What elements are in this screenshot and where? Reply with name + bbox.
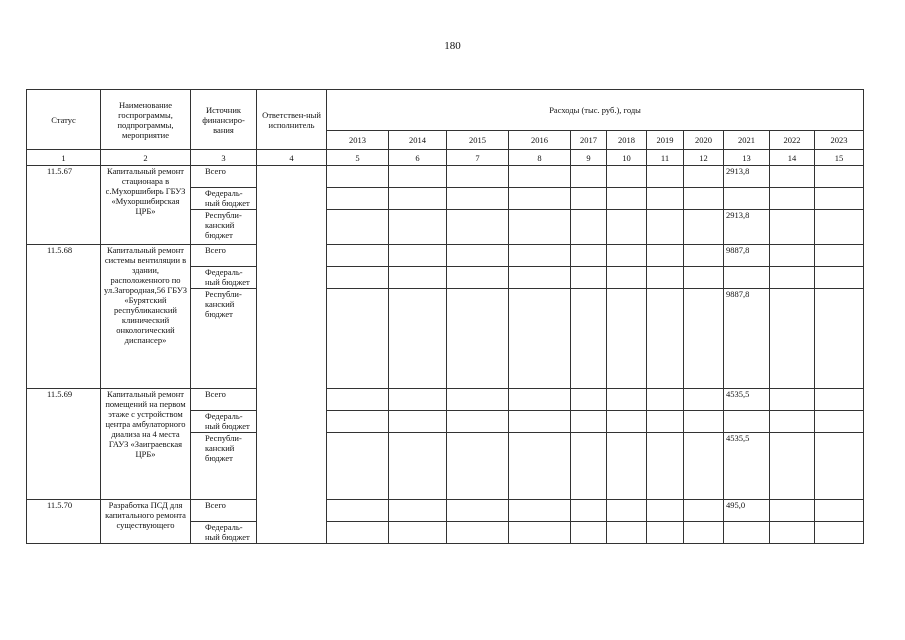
value-cell (607, 389, 647, 411)
value-cell (607, 188, 647, 210)
value-cell (327, 245, 389, 267)
value-cell (389, 267, 447, 289)
row-source: Федераль-ный бюджет (191, 522, 257, 544)
column-number: 15 (815, 150, 864, 166)
value-cell (607, 500, 647, 522)
value-cell (684, 245, 724, 267)
value-cell (327, 411, 389, 433)
value-cell (770, 267, 815, 289)
value-cell (684, 389, 724, 411)
value-2021: 495,0 (724, 500, 770, 522)
value-cell (509, 267, 571, 289)
row-status: 11.5.67 (27, 166, 101, 245)
value-cell (389, 500, 447, 522)
value-2021: 4535,5 (724, 433, 770, 500)
value-cell (447, 500, 509, 522)
value-cell (571, 245, 607, 267)
column-number: 3 (191, 150, 257, 166)
value-cell (327, 289, 389, 389)
header-status: Статус (27, 90, 101, 150)
header-expenses: Расходы (тыс. руб.), годы (327, 90, 864, 131)
value-cell (647, 411, 684, 433)
value-2021: 9887,8 (724, 289, 770, 389)
header-year-2022: 2022 (770, 131, 815, 150)
value-cell (770, 188, 815, 210)
row-name: Капитальный ремонт системы вентиляции в здании, расположенного по ул.Загородная,56 ГБУЗ «Бурятский республиканский клинический онкологический диспансер» (101, 245, 191, 389)
value-cell (509, 389, 571, 411)
value-cell (815, 289, 864, 389)
value-cell (389, 166, 447, 188)
expenses-table (26, 89, 864, 544)
value-cell (684, 267, 724, 289)
value-cell (327, 433, 389, 500)
value-cell (389, 245, 447, 267)
column-number: 13 (724, 150, 770, 166)
table-row (27, 166, 864, 188)
header-year-2016: 2016 (509, 131, 571, 150)
value-cell (447, 433, 509, 500)
value-cell (607, 267, 647, 289)
row-name: Капитальный ремонт помещений на первом этаже с устройством центра амбулаторного диализа на 4 места ГАУЗ «Заиграевская ЦРБ» (101, 389, 191, 500)
value-cell (327, 188, 389, 210)
value-cell (770, 522, 815, 544)
value-2021: 4535,5 (724, 389, 770, 411)
column-number: 9 (571, 150, 607, 166)
value-2021 (724, 522, 770, 544)
value-cell (815, 411, 864, 433)
header-year-2018: 2018 (607, 131, 647, 150)
column-number: 4 (257, 150, 327, 166)
value-2021 (724, 267, 770, 289)
row-source: Федераль-ный бюджет (191, 411, 257, 433)
row-source: Республи-канский бюджет (191, 289, 257, 389)
value-cell (327, 210, 389, 245)
value-cell (770, 500, 815, 522)
value-cell (684, 289, 724, 389)
value-cell (684, 433, 724, 500)
value-cell (571, 188, 607, 210)
value-cell (509, 433, 571, 500)
value-cell (684, 500, 724, 522)
value-cell (770, 411, 815, 433)
value-cell (327, 166, 389, 188)
column-number: 10 (607, 150, 647, 166)
value-cell (684, 522, 724, 544)
value-cell (770, 210, 815, 245)
column-number: 1 (27, 150, 101, 166)
value-cell (815, 245, 864, 267)
value-cell (509, 289, 571, 389)
value-cell (447, 166, 509, 188)
header-year-2020: 2020 (684, 131, 724, 150)
value-cell (447, 267, 509, 289)
value-cell (647, 210, 684, 245)
value-cell (815, 389, 864, 411)
value-cell (647, 188, 684, 210)
header-year-2013: 2013 (327, 131, 389, 150)
value-cell (571, 210, 607, 245)
value-cell (607, 166, 647, 188)
column-number: 6 (389, 150, 447, 166)
value-cell (571, 433, 607, 500)
value-2021 (724, 411, 770, 433)
value-cell (571, 500, 607, 522)
value-cell (647, 389, 684, 411)
column-number: 14 (770, 150, 815, 166)
table-row (27, 500, 864, 522)
value-cell (770, 289, 815, 389)
column-number: 8 (509, 150, 571, 166)
header-year-2015: 2015 (447, 131, 509, 150)
value-cell (509, 522, 571, 544)
value-cell (389, 433, 447, 500)
header-source: Источник финансиро-вания (191, 90, 257, 150)
row-source: Республи-канский бюджет (191, 210, 257, 245)
header-year-2023: 2023 (815, 131, 864, 150)
value-cell (447, 289, 509, 389)
value-cell (684, 411, 724, 433)
row-name: Капитальный ремонт стационара в с.Мухоршибирь ГБУЗ «Мухоршибирская ЦРБ» (101, 166, 191, 245)
value-cell (647, 500, 684, 522)
value-cell (447, 245, 509, 267)
header-name: Наименование госпрограммы, подпрограммы, мероприятие (101, 90, 191, 150)
value-2021 (724, 188, 770, 210)
table-row (27, 389, 864, 411)
value-cell (770, 166, 815, 188)
column-number: 12 (684, 150, 724, 166)
value-cell (815, 522, 864, 544)
value-cell (389, 389, 447, 411)
row-source: Федераль-ный бюджет (191, 188, 257, 210)
value-cell (647, 289, 684, 389)
value-cell (571, 166, 607, 188)
value-cell (607, 411, 647, 433)
value-cell (607, 245, 647, 267)
value-cell (684, 188, 724, 210)
value-cell (815, 500, 864, 522)
row-source: Всего (191, 245, 257, 267)
value-cell (607, 433, 647, 500)
value-cell (389, 188, 447, 210)
header-year-2014: 2014 (389, 131, 447, 150)
value-cell (509, 210, 571, 245)
value-cell (571, 411, 607, 433)
value-cell (509, 500, 571, 522)
column-number: 11 (647, 150, 684, 166)
value-cell (389, 289, 447, 389)
row-source: Федераль-ный бюджет (191, 267, 257, 289)
value-cell (815, 166, 864, 188)
value-2021: 9887,8 (724, 245, 770, 267)
value-cell (327, 267, 389, 289)
value-cell (389, 522, 447, 544)
value-cell (389, 210, 447, 245)
value-cell (327, 522, 389, 544)
column-number: 7 (447, 150, 509, 166)
row-source: Республи-канский бюджет (191, 433, 257, 500)
value-cell (389, 411, 447, 433)
row-executor (257, 166, 327, 544)
value-cell (815, 433, 864, 500)
value-cell (447, 522, 509, 544)
header-year-2019: 2019 (647, 131, 684, 150)
value-cell (647, 245, 684, 267)
value-cell (327, 500, 389, 522)
value-cell (447, 188, 509, 210)
header-year-2017: 2017 (571, 131, 607, 150)
column-number: 5 (327, 150, 389, 166)
row-status: 11.5.68 (27, 245, 101, 389)
row-status: 11.5.69 (27, 389, 101, 500)
value-2021: 2913,8 (724, 166, 770, 188)
value-cell (607, 522, 647, 544)
value-cell (684, 166, 724, 188)
row-status: 11.5.70 (27, 500, 101, 544)
value-cell (647, 267, 684, 289)
value-cell (607, 210, 647, 245)
row-name: Разработка ПСД для капитального ремонта существующего (101, 500, 191, 544)
value-cell (647, 522, 684, 544)
value-cell (447, 389, 509, 411)
header-executor: Ответствен-ный исполнитель (257, 90, 327, 150)
value-cell (607, 289, 647, 389)
page-number: 180 (444, 40, 461, 52)
value-cell (770, 433, 815, 500)
row-source: Всего (191, 166, 257, 188)
value-cell (571, 522, 607, 544)
value-cell (509, 411, 571, 433)
value-cell (509, 245, 571, 267)
value-2021: 2913,8 (724, 210, 770, 245)
row-source: Всего (191, 500, 257, 522)
value-cell (447, 210, 509, 245)
value-cell (647, 433, 684, 500)
value-cell (571, 389, 607, 411)
value-cell (327, 389, 389, 411)
value-cell (447, 411, 509, 433)
header-year-2021: 2021 (724, 131, 770, 150)
table-row (27, 245, 864, 267)
value-cell (684, 210, 724, 245)
value-cell (815, 210, 864, 245)
column-number: 2 (101, 150, 191, 166)
value-cell (571, 289, 607, 389)
value-cell (647, 166, 684, 188)
row-source: Всего (191, 389, 257, 411)
value-cell (571, 267, 607, 289)
value-cell (815, 188, 864, 210)
value-cell (509, 166, 571, 188)
value-cell (815, 267, 864, 289)
value-cell (509, 188, 571, 210)
value-cell (770, 389, 815, 411)
value-cell (770, 245, 815, 267)
